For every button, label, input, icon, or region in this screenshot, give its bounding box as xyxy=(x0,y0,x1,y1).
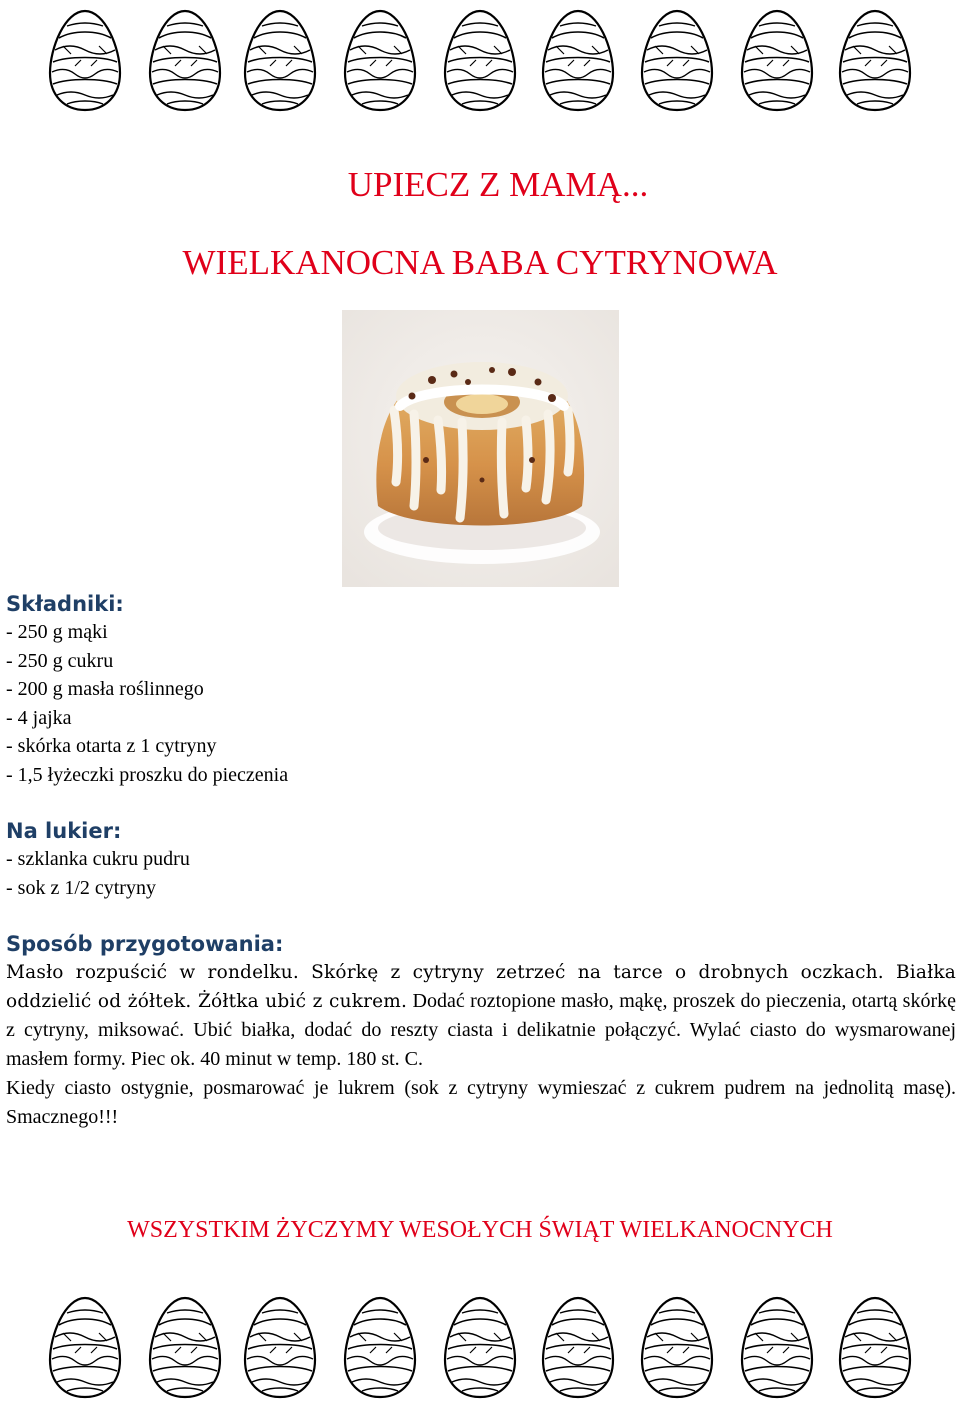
easter-egg-icon xyxy=(835,1295,915,1400)
easter-wishes: WSZYSTKIM ŻYCZYMY WESOŁYCH ŚWIĄT WIELKANOCNYCH xyxy=(127,1217,833,1243)
list-item: - 4 jajka xyxy=(6,706,72,729)
method-text-part: Masło rozpuścić w rondelku. Skórkę z cytryny zetrzeć na tarce o drobnych oczkach. Białka oddzielić od żółtek. Żółtka ubić z cukrem. xyxy=(6,962,956,1012)
method-heading: Sposób przygotowania: xyxy=(6,932,284,956)
easter-egg-icon xyxy=(145,8,225,113)
ingredients-heading: Składniki: xyxy=(6,592,124,616)
easter-egg-icon xyxy=(440,1295,520,1400)
easter-egg-icon xyxy=(637,8,717,113)
list-item: - 250 g cukru xyxy=(6,649,114,672)
easter-egg-icon xyxy=(538,8,618,113)
method-text-final: Kiedy ciasto ostygnie, posmarować je lukrem (sok z cytryny wymieszać z cukrem pudrem na jednolitą masę). Smacznego!!! xyxy=(6,1077,956,1128)
list-item: - 200 g masła roślinnego xyxy=(6,678,204,701)
easter-egg-icon xyxy=(240,1295,320,1400)
list-item: - szklanka cukru pudru xyxy=(6,848,190,870)
list-item: - sok z 1/2 cytryny xyxy=(6,876,156,899)
top-egg-border xyxy=(0,8,960,118)
easter-egg-icon xyxy=(45,1295,125,1400)
list-item: - 250 g mąki xyxy=(6,621,108,643)
easter-egg-icon xyxy=(340,8,420,113)
icing-heading: Na lukier: xyxy=(6,819,122,843)
easter-egg-icon xyxy=(637,1295,717,1400)
easter-egg-icon xyxy=(440,8,520,113)
easter-egg-icon xyxy=(538,1295,618,1400)
ingredients-list xyxy=(6,618,956,790)
method-text xyxy=(6,958,956,1074)
icing-section xyxy=(6,817,956,902)
easter-egg-icon xyxy=(835,8,915,113)
method-section xyxy=(6,930,956,1132)
list-item: - 1,5 łyżeczki proszku do pieczenia xyxy=(6,763,289,786)
lemon-babka-photo xyxy=(342,310,619,587)
icing-list xyxy=(6,845,956,902)
easter-egg-icon xyxy=(145,1295,225,1400)
easter-egg-icon xyxy=(340,1295,420,1400)
easter-egg-icon xyxy=(240,8,320,113)
page-title: UPIECZ Z MAMĄ... xyxy=(347,165,649,204)
recipe-title: WIELKANOCNA BABA CYTRYNOWA xyxy=(182,243,778,282)
bottom-egg-border xyxy=(0,1295,960,1405)
list-item: - skórka otarta z 1 cytryny xyxy=(6,735,217,758)
ingredients-section xyxy=(6,590,956,790)
easter-egg-icon xyxy=(737,1295,817,1400)
method-text-part: Dodać roztopione masło, mąkę, proszek do pieczenia, otartą skórkę z cytryny, miksować. Ubić białka, dodać do reszty ciasta i delikatnie połączyć. Wylać ciasto do wysmarowanej masłem formy. Piec ok. 40 minut w temp. 180 st. C. xyxy=(6,990,956,1070)
easter-egg-icon xyxy=(737,8,817,113)
easter-egg-icon xyxy=(45,8,125,113)
